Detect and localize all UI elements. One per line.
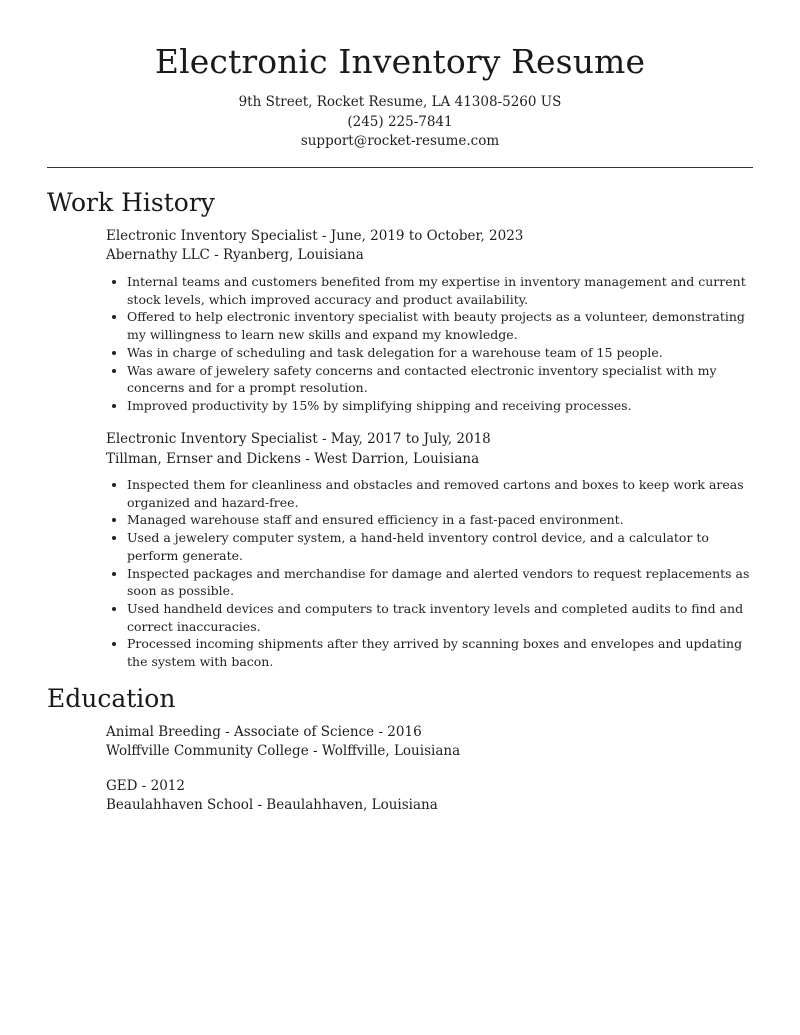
contact-phone: (245) 225-7841 — [347, 114, 453, 130]
job-bullet-list — [106, 476, 756, 671]
job-bullet: Offered to help electronic inventory specialist with beauty projects as a volunteer, demonstrating my willingness to learn new skills and expand my knowledge. — [106, 308, 756, 343]
education-school: Beaulahhaven School - Beaulahhaven, Louisiana — [106, 797, 438, 813]
job-bullet: Inspected packages and merchandise for damage and alerted vendors to request replacements as soon as possible. — [106, 565, 756, 600]
job-bullet: Inspected them for cleanliness and obstacles and removed cartons and boxes to keep work areas organized and hazard-free. — [106, 476, 756, 511]
job-bullet: Used a jewelery computer system, a hand-held inventory control device, and a calculator to perform generate. — [106, 529, 756, 564]
contact-address: 9th Street, Rocket Resume, LA 41308-5260 US — [238, 94, 562, 110]
contact-email: support@rocket-resume.com — [300, 133, 500, 149]
education-heading: Education — [47, 684, 176, 713]
job-company-location: Abernathy LLC - Ryanberg, Louisiana — [106, 247, 364, 263]
job-bullet: Processed incoming shipments after they arrived by scanning boxes and envelopes and updating the system with bacon. — [106, 635, 756, 670]
job-bullet: Improved productivity by 15% by simplifying shipping and receiving processes. — [106, 397, 756, 415]
education-degree: GED - 2012 — [106, 778, 185, 794]
job-bullet: Was in charge of scheduling and task delegation for a warehouse team of 15 people. — [106, 344, 756, 362]
job-bullet-list — [106, 273, 756, 415]
job-title-dates: Electronic Inventory Specialist - June, 2019 to October, 2023 — [106, 228, 524, 244]
job-bullet: Was aware of jewelery safety concerns and contacted electronic inventory specialist with my concerns and for a prompt resolution. — [106, 362, 756, 397]
header-divider — [47, 167, 753, 168]
education-school: Wolffville Community College - Wolffville, Louisiana — [106, 743, 461, 759]
job-bullet: Used handheld devices and computers to track inventory levels and completed audits to find and correct inaccuracies. — [106, 600, 756, 635]
job-bullet: Managed warehouse staff and ensured efficiency in a fast-paced environment. — [106, 511, 756, 529]
job-title-dates: Electronic Inventory Specialist - May, 2017 to July, 2018 — [106, 431, 491, 447]
job-bullet: Internal teams and customers benefited from my expertise in inventory management and current stock levels, which improved accuracy and product availability. — [106, 273, 756, 308]
resume-title: Electronic Inventory Resume — [154, 42, 646, 81]
education-degree: Animal Breeding - Associate of Science - 2016 — [106, 724, 422, 740]
job-company-location: Tillman, Ernser and Dickens - West Darrion, Louisiana — [106, 451, 480, 467]
work-history-heading: Work History — [47, 188, 215, 217]
